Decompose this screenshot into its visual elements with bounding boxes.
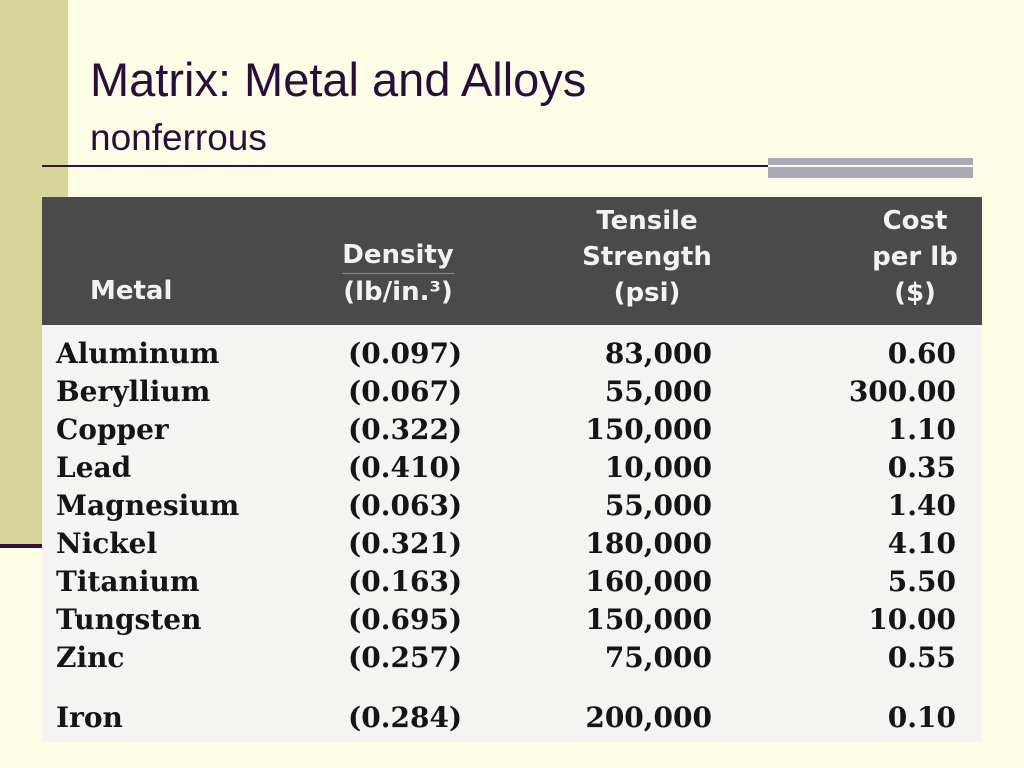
cell-metal: Lead <box>56 451 132 484</box>
header-density-line1: Density <box>342 237 454 274</box>
cell-tensile: 55,000 <box>604 489 712 522</box>
slide-subtitle: nonferrous <box>90 117 267 158</box>
cell-cost: 1.10 <box>887 413 956 446</box>
cell-tensile: 10,000 <box>604 451 712 484</box>
header-metal: Metal <box>90 276 173 306</box>
cell-cost: 0.35 <box>887 451 956 484</box>
cell-density: (0.321) <box>348 527 463 560</box>
table-row <box>42 699 982 737</box>
cell-tensile: 55,000 <box>604 375 712 408</box>
cell-density: (0.063) <box>348 489 463 522</box>
cell-tensile: 200,000 <box>585 701 712 734</box>
cell-metal: Tungsten <box>56 603 202 636</box>
cell-tensile: 150,000 <box>585 603 712 636</box>
cell-tensile: 160,000 <box>585 565 712 598</box>
cell-cost: 300.00 <box>848 375 956 408</box>
cell-metal: Zinc <box>56 641 125 674</box>
cell-metal: Copper <box>56 413 169 446</box>
table-row <box>42 487 982 525</box>
cell-density: (0.284) <box>348 701 463 734</box>
accent-bar <box>768 158 973 178</box>
table-row <box>42 411 982 449</box>
cell-tensile: 150,000 <box>585 413 712 446</box>
table-row <box>42 449 982 487</box>
cell-metal: Beryllium <box>56 375 211 408</box>
cell-metal: Magnesium <box>56 489 240 522</box>
header-tensile: Tensile Strength (psi) <box>582 206 712 308</box>
metals-table <box>42 197 982 742</box>
cell-density: (0.097) <box>348 337 463 370</box>
cell-density: (0.695) <box>348 603 463 636</box>
cell-density: (0.410) <box>348 451 463 484</box>
cell-density: (0.257) <box>348 641 463 674</box>
cell-cost: 5.50 <box>887 565 956 598</box>
cell-metal: Iron <box>56 701 123 734</box>
cell-cost: 0.60 <box>887 337 956 370</box>
side-rule <box>0 544 42 548</box>
cell-metal: Aluminum <box>56 337 220 370</box>
cell-cost: 4.10 <box>887 527 956 560</box>
cell-tensile: 75,000 <box>604 641 712 674</box>
slide-title: Matrix: Metal and Alloys <box>90 53 587 106</box>
cell-metal: Nickel <box>56 527 158 560</box>
cell-density: (0.163) <box>348 565 463 598</box>
header-density-line2: (lb/in.³) <box>343 277 453 307</box>
cell-density: (0.322) <box>348 413 463 446</box>
cell-cost: 0.55 <box>887 641 956 674</box>
table-row <box>42 525 982 563</box>
cell-cost: 1.40 <box>887 489 956 522</box>
table-row <box>42 639 982 677</box>
table-row <box>42 563 982 601</box>
cell-metal: Titanium <box>56 565 200 598</box>
table-row <box>42 373 982 411</box>
table-row <box>42 335 982 373</box>
table-header <box>42 197 982 325</box>
cell-density: (0.067) <box>348 375 463 408</box>
table-row <box>42 601 982 639</box>
header-density <box>318 237 478 310</box>
cell-tensile: 83,000 <box>604 337 712 370</box>
cell-cost: 0.10 <box>887 701 956 734</box>
cell-tensile: 180,000 <box>585 527 712 560</box>
cell-cost: 10.00 <box>868 603 956 636</box>
header-cost: Cost per lb ($) <box>872 206 958 308</box>
